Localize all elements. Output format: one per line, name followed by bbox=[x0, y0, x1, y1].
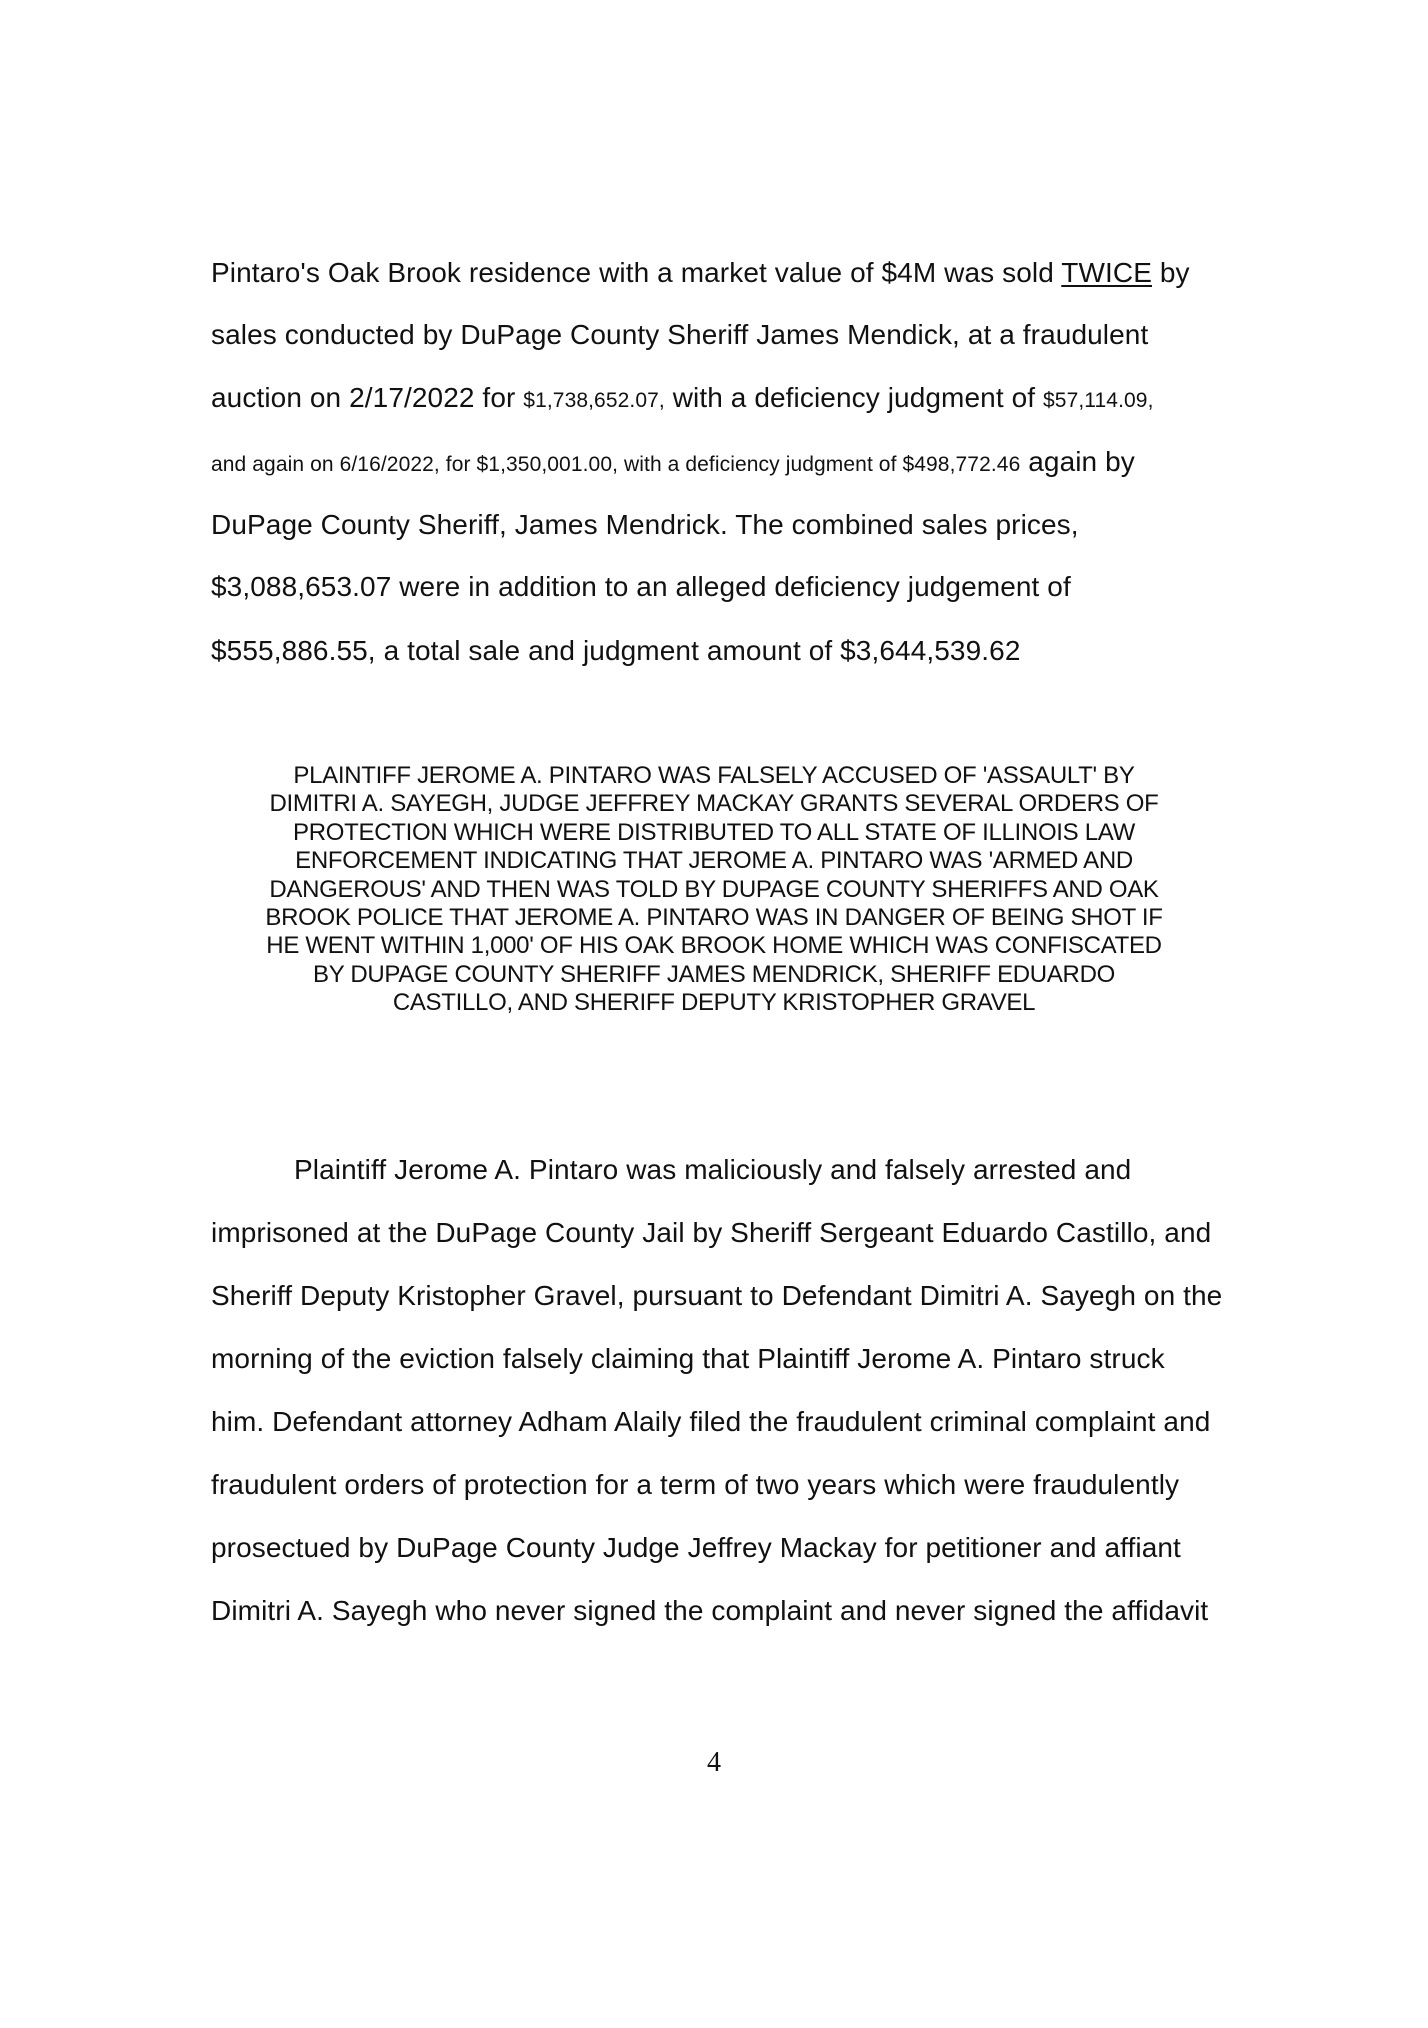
paragraph-1-line-6: $3,088,653.07 were in addition to an alleged deficiency judgement of bbox=[211, 571, 1071, 602]
paragraph-1-line-2: sales conducted by DuPage County Sheriff James Mendick, at a fraudulent bbox=[211, 319, 1149, 350]
heading-line: DANGEROUS' AND THEN WAS TOLD BY DUPAGE COUNTY SHERIFFS AND OAK bbox=[269, 875, 1159, 903]
page-number: 4 bbox=[707, 1747, 721, 1778]
heading-line: CASTILLO, AND SHERIFF DEPUTY KRISTOPHER GRAVEL bbox=[392, 989, 1036, 1017]
amount-small: $1,738,652.07, bbox=[523, 389, 665, 412]
paragraph-2-line-3: Sheriff Deputy Kristopher Gravel, pursuant to Defendant Dimitri A. Sayegh on the bbox=[211, 1280, 1223, 1311]
heading-line: BROOK POLICE THAT JEROME A. PINTARO WAS IN DANGER OF BEING SHOT IF bbox=[265, 904, 1163, 932]
text-segment: auction on 2/17/2022 for bbox=[211, 382, 524, 413]
paragraph-1-line-7: $555,886.55, a total sale and judgment amount of $3,644,539.62 bbox=[211, 635, 1021, 666]
heading-line: PLAINTIFF JEROME A. PINTARO WAS FALSELY ACCUSED OF 'ASSAULT' BY bbox=[293, 762, 1135, 789]
paragraph-2-line-8: Dimitri A. Sayegh who never signed the complaint and never signed the affidavit bbox=[211, 1595, 1209, 1626]
heading-line: HE WENT WITHIN 1,000' OF HIS OAK BROOK HOME WHICH WAS CONFISCATED bbox=[266, 932, 1162, 960]
paragraph-2-line-7: prosectued by DuPage County Judge Jeffrey Mackay for petitioner and affiant bbox=[211, 1532, 1181, 1563]
underlined-emphasis: TWICE bbox=[1061, 257, 1152, 288]
text-segment: Pintaro's Oak Brook residence with a market value of $4M was sold bbox=[211, 257, 1062, 288]
paragraph-2-line-5: him. Defendant attorney Adham Alaily filed the fraudulent criminal complaint and bbox=[211, 1406, 1211, 1437]
heading-line: PROTECTION WHICH WERE DISTRIBUTED TO ALL STATE OF ILLINOIS LAW bbox=[293, 818, 1135, 846]
text-segment: by bbox=[1151, 257, 1190, 288]
small-text-segment: and again on 6/16/2022, for $1,350,001.00, with a deficiency judgment of $498,772.46 bbox=[211, 453, 1021, 476]
paragraph-1-line-3 bbox=[211, 381, 1154, 418]
text-segment: again by bbox=[1020, 446, 1135, 477]
heading-line: BY DUPAGE COUNTY SHERIFF JAMES MENDRICK, SHERIFF EDUARDO bbox=[313, 960, 1115, 988]
section-heading bbox=[160, 762, 1268, 1018]
paragraph-2-line-4: morning of the eviction falsely claiming that Plaintiff Jerome A. Pintaro struck bbox=[211, 1343, 1165, 1374]
paragraph-1-line-4 bbox=[211, 445, 1135, 482]
paragraph-2-line-6: fraudulent orders of protection for a term of two years which were fraudulently bbox=[211, 1469, 1180, 1500]
paragraph-1-line-1 bbox=[211, 256, 1190, 290]
paragraph-2-line-1: Plaintiff Jerome A. Pintaro was maliciously and falsely arrested and bbox=[294, 1154, 1132, 1185]
paragraph-2-line-2: imprisoned at the DuPage County Jail by Sheriff Sergeant Eduardo Castillo, and bbox=[211, 1217, 1212, 1248]
heading-line: DIMITRI A. SAYEGH, JUDGE JEFFREY MACKAY GRANTS SEVERAL ORDERS OF bbox=[269, 790, 1159, 818]
paragraph-1-line-5: DuPage County Sheriff, James Mendrick. The combined sales prices, bbox=[211, 509, 1079, 540]
amount-small: $57,114.09, bbox=[1043, 389, 1154, 412]
heading-line: ENFORCEMENT INDICATING THAT JEROME A. PINTARO WAS 'ARMED AND bbox=[295, 847, 1133, 875]
text-segment: with a deficiency judgment of bbox=[664, 382, 1044, 413]
